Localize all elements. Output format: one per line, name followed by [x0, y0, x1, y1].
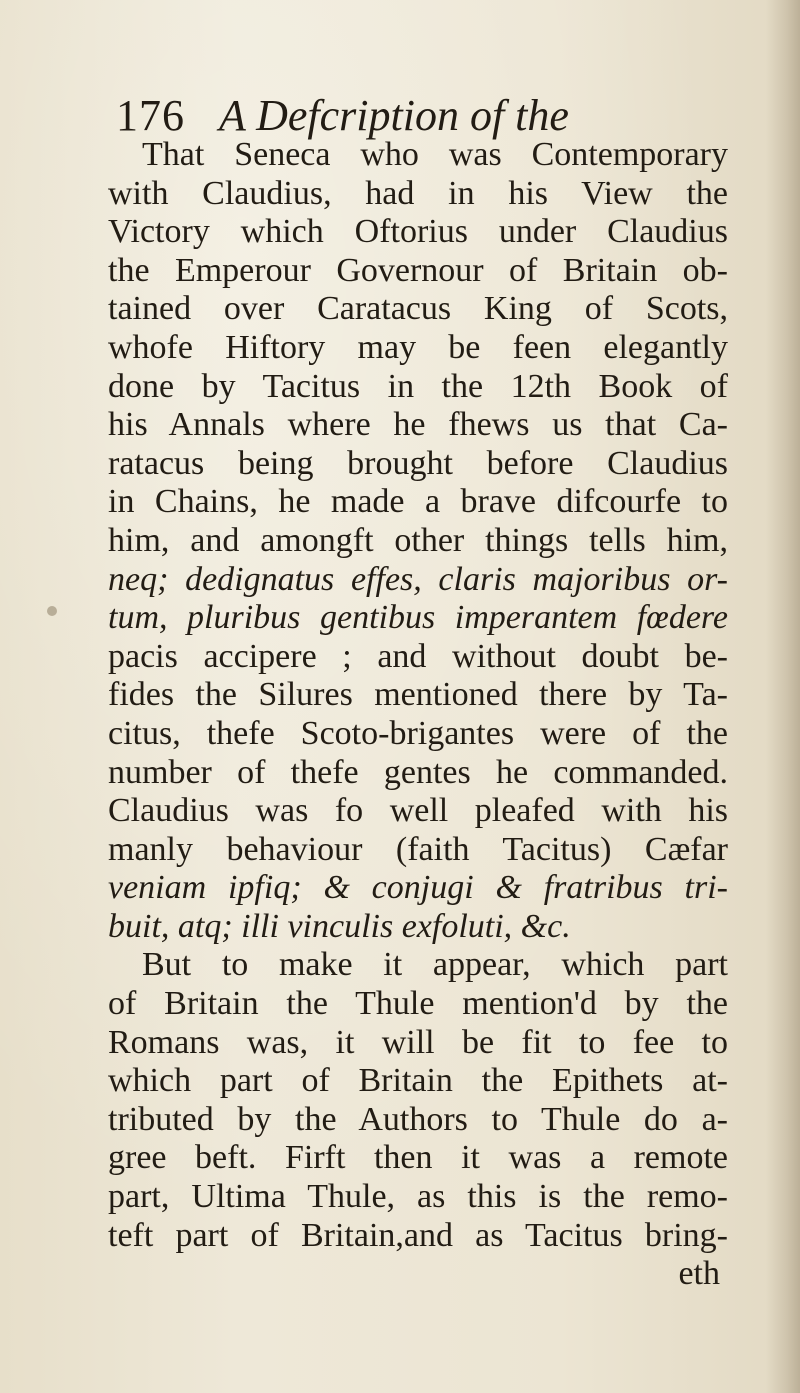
- text-line: his Annals where he fhews us that Ca-: [108, 406, 728, 444]
- text-line: tum, pluribus gentibus imperantem fœdere: [108, 599, 728, 637]
- text-line: part, Ultima Thule, as this is the remo-: [108, 1178, 728, 1216]
- running-title: A Defcription of the: [219, 91, 569, 140]
- page-edge-shadow: [766, 0, 800, 1393]
- page-number: 176: [116, 91, 185, 140]
- text-line: in Chains, he made a brave difcourfe to: [108, 483, 728, 521]
- text-line: the Emperour Governour of Britain ob-: [108, 251, 728, 289]
- text-line: teft part of Britain,and as Tacitus bring-: [108, 1216, 728, 1254]
- text-line: which part of Britain the Epithets at-: [108, 1062, 728, 1100]
- text-line: citus, thefe Scoto-brigantes were of the: [108, 714, 728, 752]
- text-line: tained over Caratacus King of Scots,: [108, 290, 728, 328]
- catchword: eth: [678, 1255, 720, 1293]
- text-line: whofe Hiftory may be feen elegantly: [108, 328, 728, 366]
- text-line: Romans was, it will be fit to fee to: [108, 1023, 728, 1061]
- text-line: him, and amongft other things tells him,: [108, 521, 728, 559]
- text-line: tributed by the Authors to Thule do a-: [108, 1100, 728, 1138]
- body-text: [108, 136, 728, 1294]
- text-line: But to make it appear, which part: [142, 946, 728, 984]
- running-head: [116, 91, 569, 140]
- foxing-spot: [47, 606, 57, 616]
- text-line: Claudius was fo well pleafed with his: [108, 792, 728, 830]
- text-line: neq; dedignatus effes, claris majoribus or-: [108, 560, 728, 598]
- text-line: That Seneca who was Contemporary: [142, 136, 728, 173]
- text-line: fides the Silures mentioned there by Ta-: [108, 676, 728, 714]
- text-line: buit, atq; illi vinculis exfoluti, &c.: [108, 907, 571, 945]
- text-line: gree beft. Firft then it was a remote: [108, 1139, 728, 1177]
- text-line: manly behaviour (faith Tacitus) Cæfar: [108, 830, 728, 868]
- text-line: number of thefe gentes he commanded.: [108, 753, 728, 791]
- text-line: done by Tacitus in the 12th Book of: [108, 367, 728, 405]
- text-line: of Britain the Thule mention'd by the: [108, 985, 728, 1023]
- text-line: Victory which Oftorius under Claudius: [108, 213, 728, 251]
- text-line: ratacus being brought before Claudius: [108, 444, 728, 482]
- text-line: with Claudius, had in his View the: [108, 174, 728, 212]
- text-line: veniam ipfiq; & conjugi & fratribus tri-: [108, 869, 728, 907]
- text-line: pacis accipere ; and without doubt be-: [108, 637, 728, 675]
